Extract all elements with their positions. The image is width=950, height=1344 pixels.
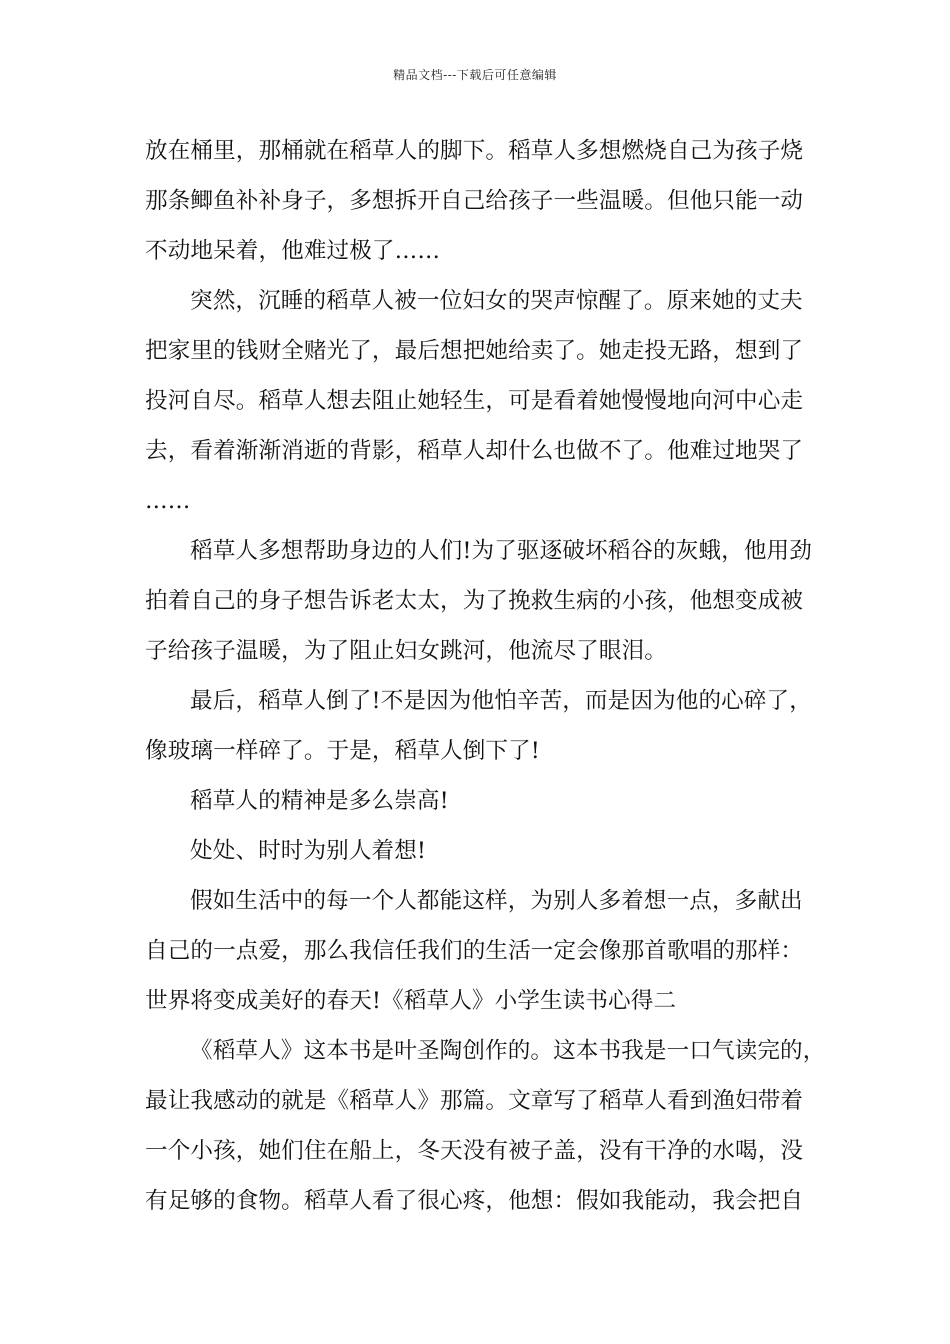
text-line: 处处、时时为别人着想! bbox=[190, 838, 427, 864]
text-line: 《稻草人》这本书是叶圣陶创作的。这本书我是一口气读完的， bbox=[190, 1038, 826, 1064]
text-line: …… bbox=[145, 488, 191, 514]
text-line: 去，看着渐渐消逝的背影，稻草人却什么也做不了。他难过地哭了 bbox=[145, 438, 804, 464]
text-line: 拍着自己的身子想告诉老太太，为了挽救生病的小孩，他想变成被 bbox=[145, 588, 804, 614]
text-line: 突然，沉睡的稻草人被一位妇女的哭声惊醒了。原来她的丈夫 bbox=[190, 288, 803, 314]
text-line: 稻草人的精神是多么崇高! bbox=[190, 788, 449, 814]
text-line: 投河自尽。稻草人想去阻止她轻生，可是看着她慢慢地向河中心走 bbox=[145, 388, 804, 414]
text-line: 世界将变成美好的春天!《稻草人》小学生读书心得二 bbox=[145, 988, 677, 1014]
page-header: 精品文档---下载后可任意编辑 bbox=[393, 68, 557, 82]
text-line: 最后，稻草人倒了!不是因为他怕辛苦，而是因为他的心碎了， bbox=[190, 688, 812, 714]
text-line: 稻草人多想帮助身边的人们!为了驱逐破坏稻谷的灰蛾，他用劲 bbox=[190, 538, 812, 564]
text-line: 不动地呆着，他难过极了…… bbox=[145, 238, 441, 264]
text-line: 自己的一点爱，那么我信任我们的生活一定会像那首歌唱的那样： bbox=[145, 938, 804, 964]
body-text bbox=[145, 126, 826, 1226]
text-line: 子给孩子温暖，为了阻止妇女跳河，他流尽了眼泪。 bbox=[145, 638, 667, 664]
text-line: 那条鲫鱼补补身子，多想拆开自己给孩子一些温暖。但他只能一动 bbox=[145, 188, 804, 214]
text-line: 假如生活中的每一个人都能这样，为别人多着想一点，多献出 bbox=[190, 888, 803, 914]
text-line: 像玻璃一样碎了。于是，稻草人倒下了! bbox=[145, 738, 540, 764]
text-line: 最让我感动的就是《稻草人》那篇。文章写了稻草人看到渔妇带着 bbox=[145, 1088, 804, 1114]
text-line: 把家里的钱财全赌光了，最后想把她给卖了。她走投无路，想到了 bbox=[145, 338, 804, 364]
text-line: 有足够的食物。稻草人看了很心疼，他想：假如我能动，我会把自 bbox=[145, 1188, 804, 1214]
text-line: 放在桶里，那桶就在稻草人的脚下。稻草人多想燃烧自己为孩子烧 bbox=[145, 138, 804, 164]
text-line: 一个小孩，她们住在船上，冬天没有被子盖，没有干净的水喝，没 bbox=[145, 1138, 804, 1164]
